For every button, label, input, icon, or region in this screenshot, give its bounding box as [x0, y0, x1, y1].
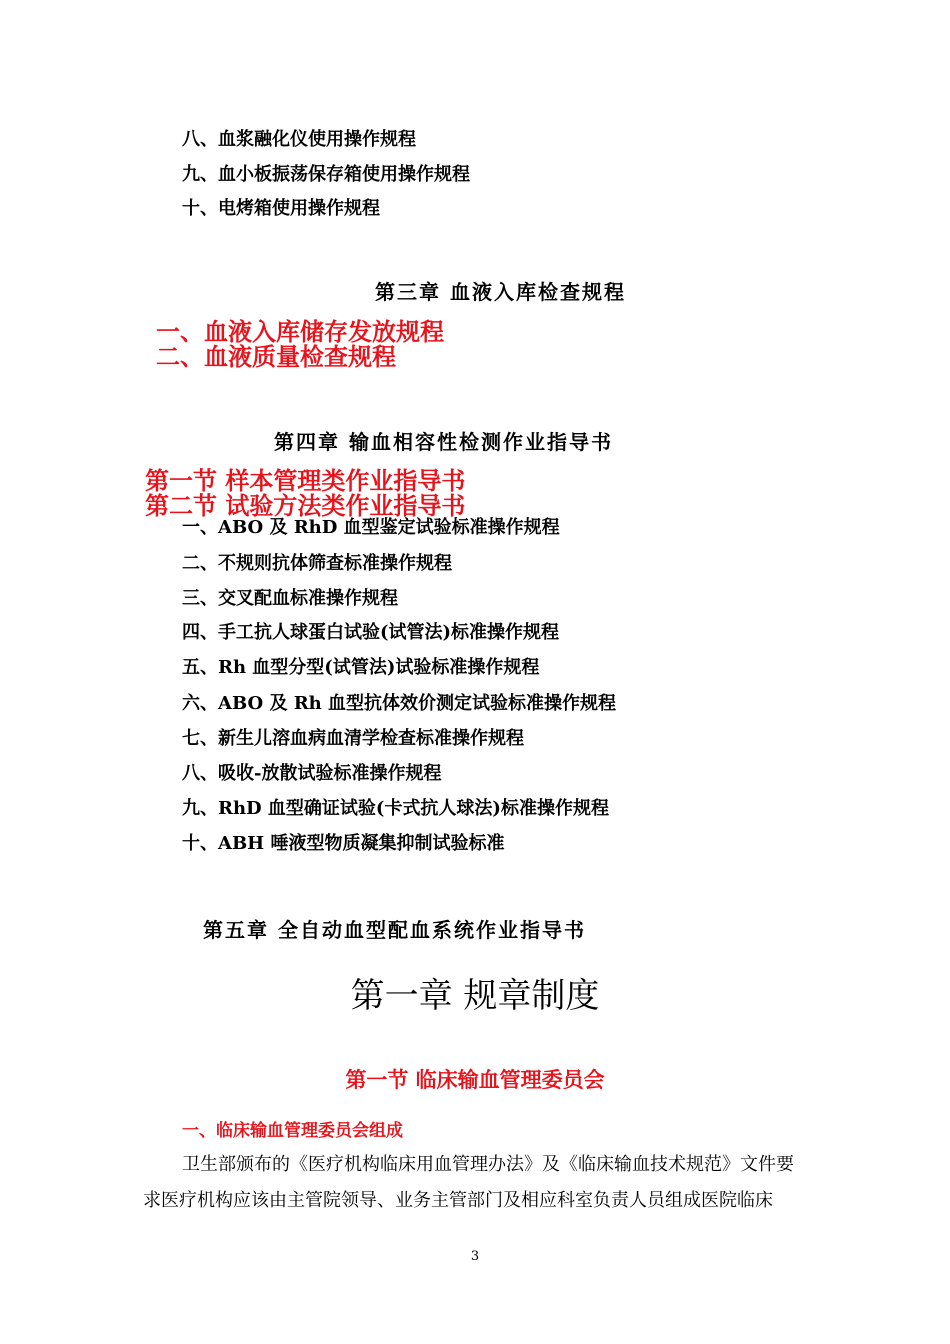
- list-item: 九、血小板振荡保存箱使用操作规程: [182, 164, 470, 185]
- chapter-heading: 第三章 血液入库检查规程: [375, 280, 626, 304]
- section-heading: 第一节 临床输血管理委员会: [345, 1068, 605, 1092]
- page-title: 第一章 规章制度: [350, 976, 600, 1016]
- list-item: 二、不规则抗体筛查标准操作规程: [182, 553, 452, 574]
- subsection-heading: 一、临床输血管理委员会组成: [182, 1121, 403, 1141]
- list-item: 五、Rh 血型分型(试管法)试验标准操作规程: [182, 657, 540, 678]
- red-item: 一、血液入库储存发放规程: [156, 318, 444, 346]
- page-number: 3: [470, 1249, 480, 1264]
- list-item: 八、吸收-放散试验标准操作规程: [182, 763, 442, 784]
- chapter-heading: 第五章 全自动血型配血系统作业指导书: [203, 918, 586, 942]
- list-item: 七、新生儿溶血病血清学检查标准操作规程: [182, 728, 524, 749]
- list-item: 十、ABH 唾液型物质凝集抑制试验标准: [182, 833, 505, 854]
- list-item: 九、RhD 血型确证试验(卡式抗人球法)标准操作规程: [182, 798, 609, 819]
- list-item: 三、交叉配血标准操作规程: [182, 588, 398, 609]
- list-item: 八、血浆融化仪使用操作规程: [182, 129, 416, 150]
- list-item: 十、电烤箱使用操作规程: [182, 198, 380, 219]
- chapter-heading: 第四章 输血相容性检测作业指导书: [274, 430, 613, 454]
- list-item: 六、ABO 及 Rh 血型抗体效价测定试验标准操作规程: [182, 693, 617, 714]
- paragraph-line: 求医疗机构应该由主管院领导、业务主管部门及相应科室负责人员组成医院临床: [143, 1190, 773, 1211]
- list-item: 四、手工抗人球蛋白试验(试管法)标准操作规程: [182, 622, 560, 643]
- red-section: 第二节 试验方法类作业指导书: [145, 492, 466, 520]
- list-item: 一、ABO 及 RhD 血型鉴定试验标准操作规程: [182, 517, 560, 538]
- red-item: 二、血液质量检查规程: [156, 343, 396, 371]
- red-section: 第一节 样本管理类作业指导书: [145, 467, 466, 495]
- paragraph-line: 卫生部颁布的《医疗机构临床用血管理办法》及《临床输血技术规范》文件要: [182, 1154, 794, 1175]
